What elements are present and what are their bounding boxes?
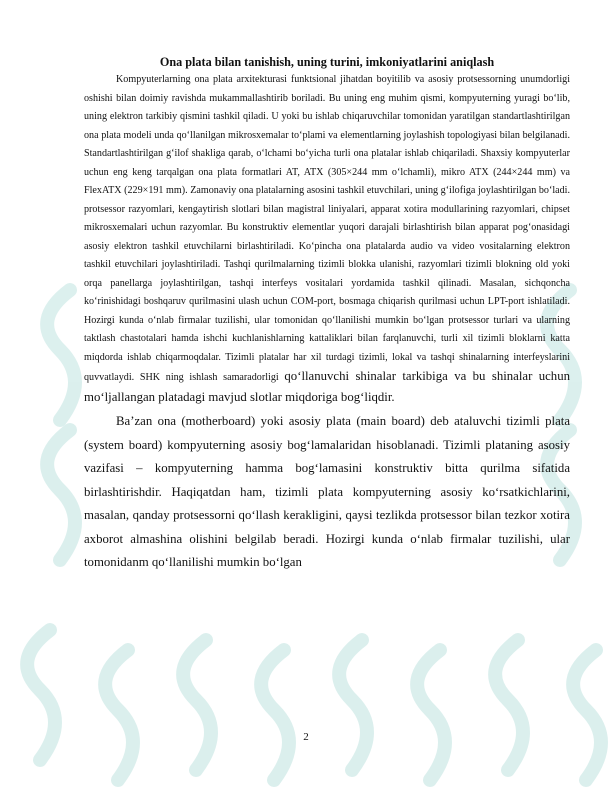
document-page	[84, 54, 570, 575]
paragraph-1	[84, 71, 570, 408]
page-number: 2	[303, 731, 309, 743]
document-title: Ona plata bilan tanishish, uning turini, imkoniyatlarini aniqlash	[159, 55, 495, 69]
paragraph-1-small-text: Kompyuterlarning ona plata arxitekturasi funktsional jihatdan boyitilib va asosiy protsessorning unumdorligi oshishi bilan doimiy ravishda mukammallashtirib boriladi. Bu uning eng muhim qismi, kompyuterning yuragi bo‘lib, uning elektron tarkibiy qismini tashkil qiladi. U yoki bu ishlab chiqaruvchilar tomonidan yaratilgan standartlashtirilgan ona plata modeli unda qo‘llanilgan mikrosxemalar to‘plami va elementlarning joylashish topologiyasi bilan belgilanadi. Standartlashtirilgan g‘ilof shakliga qarab, o‘lchami bo‘yicha turli ona platalar ishlab chiqariladi. Shaxsiy kompyuterlar uchun eng keng tarqalgan ona plata formatlari AT, ATX (305×244 mm o‘lchamli), mikro ATX (244×244 mm) va FlexATX (229×191 mm). Zamonaviy ona platalarning asosini tashkil etuvchilari, uning g‘ilofiga joylashtirilgan bo‘ladi. protsessor razyomlari, kengaytirish slotlari bilan magistral liniyalari, apparat xotira modullarining razyomlari, chipset mikrosxemalari uchun razyomlar. Bu konstruktiv elementlar yuqori darajali birlashtirish bilan apparat pog‘onasidagi asosiy elektron tashkil etuvchilarni birlashtiriladi. Ko‘pincha ona platalarda audio va video vositalarning elektron tashkil etuvchilari joylashtiriladi. Tashqi qurilmalarning tizimli blokka ulanishi, razyomlari tizimli blokning old yoki orqa panellarga joylashtirilgan, tashqi interfeys vositalari yordamida tashkil qilinadi. Masalan, sichqoncha ko‘rinishidagi boshqaruv qurilmasini ulash uchun COM-port, bosmaga chiqarish qurilmasi uchun LPT-port ishlatiladi. Hozirgi kunda o‘nlab firmalar tuzilishi, ular tomonidan qo‘llanilishi mumkin bo‘lgan protsessor turlari va ularning taktlash chastotalari hamda ishchi kuchlanishlarning kattaliklari bilan farqlanuvchi, turli xil tizimli bloklarni katta miqdorda ishlab chiqarmoqdalar. Tizimli platalar har xil turdagi tizimli, lokal va tashqi shinalarning interfeyslarini quvvatlaydi. SHK ning ishlash samaradorligi	[84, 74, 570, 383]
paragraph-1-large-text: qo‘llanuvchi shinalar tarkibiga va bu shinalar uchun mo‘ljallangan platadagi mavjud slotlar miqdoriga bog‘liqdir.	[84, 369, 570, 404]
paragraph-2: Ba’zan ona (motherboard) yoki asosiy plata (main board) deb ataluvchi tizimli plata (system board) kompyuterning asosiy bog‘lamalaridan hisoblanadi. Tizimli plataning asosiy vazifasi – kompyuterning hamma bog‘lamasini konstruktiv bitta qurilma sifatida birlashtirishdir. Haqiqatdan ham, tizimli plata kompyuterning asosiy ko‘rsatkichlarini, masalan, qanday protsessorni qo‘llash kerakligini, qaysi tezlikda protsessor bilan tezkor xotira axborot almashina olishini belgilab beradi. Hozirgi kunda o‘nlab firmalar tuzilishi, ular tomonidanm qo‘llanilishi mumkin bo‘lgan	[84, 414, 570, 569]
